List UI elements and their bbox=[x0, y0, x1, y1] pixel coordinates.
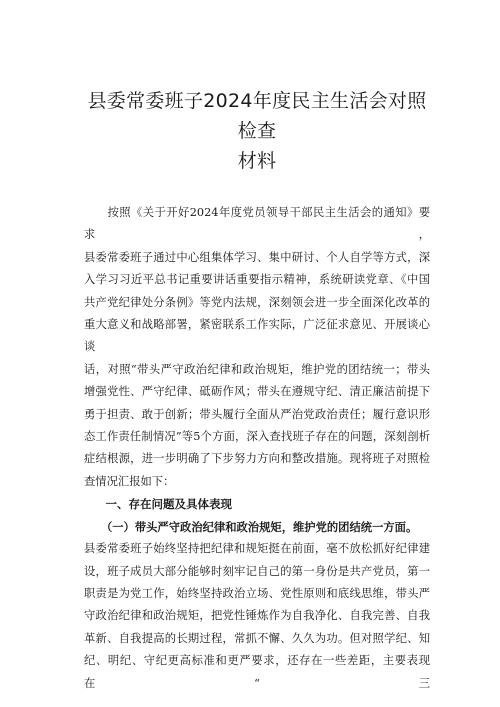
title-line-2: 材料 bbox=[237, 150, 277, 172]
text-line: 县委常委班子通过中心组集体学习、集中研讨、个人自学等方式，深 bbox=[84, 250, 430, 264]
intro-paragraph bbox=[84, 202, 430, 493]
subsection-heading: （一）带头严守政治纪律和政治规矩，维护党的团结统一方面。 bbox=[84, 519, 418, 534]
text-line: 职责是为党工作，始终坚持政治立场、党性原则和底线思维，带头严 bbox=[84, 586, 430, 600]
text-line: 纪、明纪、守纪更高标准和更严要求，还存在一些差距，主要表现在“三 bbox=[84, 654, 430, 690]
text-line: 入学习习近平总书记重要讲话重要指示精神，系统研读党章、《中国 bbox=[84, 273, 430, 287]
text-line: 守政治纪律和政治规矩，把党性锤炼作为自我净化、自我完善、自我 bbox=[84, 609, 430, 623]
document-title bbox=[84, 86, 430, 176]
text-line: 增强党性、严守纪律、砥砺作风；带头在遵规守纪、清正廉洁前提下 bbox=[84, 385, 430, 399]
section-heading: 一、存在问题及具体表现 bbox=[94, 497, 232, 512]
body-paragraph bbox=[84, 538, 430, 695]
text-line: 查情况汇报如下： bbox=[84, 474, 175, 488]
text-line: 症结根源，进一步明确了下步努力方向和整改措施。现将班子对照检 bbox=[84, 452, 430, 466]
text-line: 按照《关于开好2024年度党员领导干部民主生活会的通知》要求， bbox=[84, 206, 430, 242]
text-line: 勇于担责、敢于创新；带头履行全面从严治党政治责任；履行意识形 bbox=[84, 407, 430, 421]
text-line: 县委常委班子始终坚持把纪律和规矩挺在前面，毫不放松抓好纪律建 bbox=[84, 542, 430, 556]
title-line-1: 县委常委班子2024年度民主生活会对照检查 bbox=[87, 90, 427, 142]
text-line: 态工作责任制情况”等5个方面，深入查找班子存在的问题，深刻剖析 bbox=[84, 430, 430, 444]
text-line: 话，对照“带头严守政治纪律和政治规矩，维护党的团结统一；带头 bbox=[84, 362, 430, 376]
text-line: 共产党纪律处分条例》等党内法规，深刻领会进一步全面深化改革的 bbox=[84, 295, 430, 309]
text-line: 革新、自我提高的长期过程，常抓不懈、久久为功。但对照学纪、知 bbox=[84, 631, 430, 645]
text-line: 重大意义和战略部署，紧密联系工作实际，广泛征求意见、开展谈心谈 bbox=[84, 318, 430, 354]
text-line: 设，班子成员大部分能够时刻牢记自己的第一身份是共产党员，第一 bbox=[84, 564, 430, 578]
